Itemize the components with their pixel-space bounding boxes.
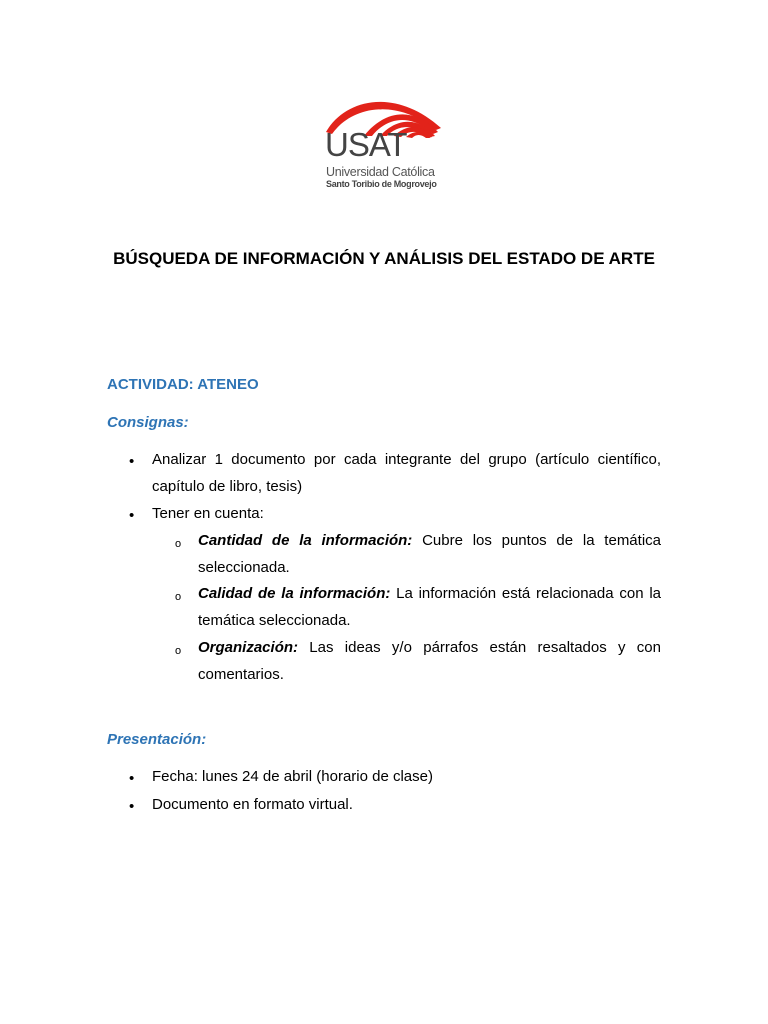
logo-university-name: Universidad Católica: [326, 165, 435, 179]
sub-item-label: Organización:: [198, 639, 299, 656]
sub-item-calidad: [198, 581, 661, 634]
sub-item-text: Cubre los puntos de la temática seleccionada.: [198, 532, 661, 576]
bullet-marker: •: [129, 453, 135, 470]
document-title: BÚSQUEDA DE INFORMACIÓN Y ANÁLISIS DEL ESTADO DE ARTE: [113, 249, 655, 268]
sub-item-organizacion: [198, 635, 661, 688]
logo-wordmark: USAT: [325, 126, 407, 163]
sub-item-label: Calidad de la información:: [198, 585, 391, 602]
sub-item-label: Cantidad de la información:: [198, 532, 413, 549]
sub-bullet-marker: o: [175, 538, 182, 550]
bullet-marker: •: [129, 770, 135, 787]
logo-patron-name: Santo Toribio de Mogrovejo: [326, 179, 437, 189]
consigna-item-1: Analizar 1 documento por cada integrante del grupo (artículo científico, capítulo de libro, tesis): [152, 451, 661, 495]
presentacion-heading: Presentación:: [107, 731, 207, 748]
presentacion-item-2: Documento en formato virtual.: [152, 796, 353, 813]
consignas-heading: Consignas:: [107, 414, 189, 431]
activity-heading: ACTIVIDAD: ATENEO: [107, 376, 259, 393]
sub-bullet-marker: o: [175, 591, 182, 603]
sub-item-text: Las ideas y/o párrafos están resaltados y con comentarios.: [198, 639, 661, 683]
usat-logo: [324, 90, 448, 192]
sub-bullet-marker: o: [175, 645, 182, 657]
sub-item-cantidad: [198, 528, 661, 581]
bullet-marker: •: [129, 507, 135, 524]
sub-item-text: La información está relacionada con la temática seleccionada.: [198, 585, 661, 629]
bullet-marker: •: [129, 798, 135, 815]
consigna-item-2: Tener en cuenta:: [152, 505, 264, 522]
presentacion-item-1: Fecha: lunes 24 de abril (horario de clase): [152, 768, 433, 785]
